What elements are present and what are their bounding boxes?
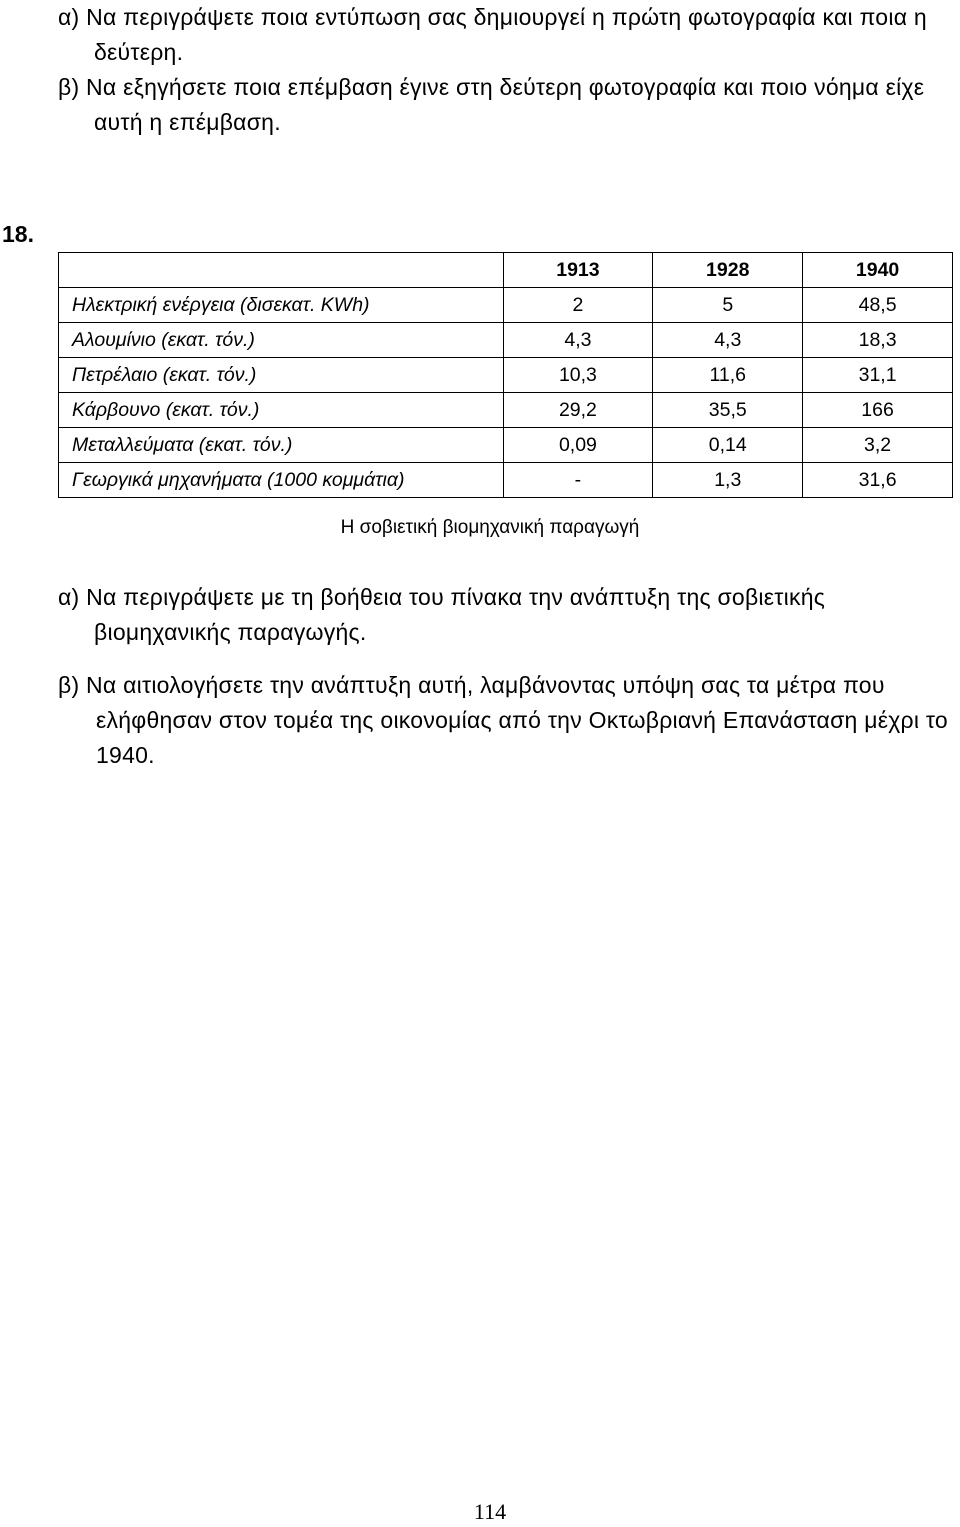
table-header-corner — [59, 253, 504, 288]
cell-value: 5 — [653, 288, 803, 323]
table-header-year: 1940 — [803, 253, 953, 288]
cell-value: 2 — [503, 288, 653, 323]
production-table — [58, 252, 953, 498]
cell-value: 31,6 — [803, 463, 953, 498]
table-header-year: 1928 — [653, 253, 803, 288]
cell-value: 4,3 — [503, 323, 653, 358]
cell-value: 29,2 — [503, 393, 653, 428]
row-label: Μεταλλεύματα (εκατ. τόν.) — [59, 428, 504, 463]
table-header-year: 1913 — [503, 253, 653, 288]
cell-value: 4,3 — [653, 323, 803, 358]
row-label: Αλουμίνιο (εκατ. τόν.) — [59, 323, 504, 358]
row-label: Πετρέλαιο (εκατ. τόν.) — [59, 358, 504, 393]
table-row — [59, 428, 953, 463]
table-row — [59, 463, 953, 498]
row-label: Κάρβουνο (εκατ. τόν.) — [59, 393, 504, 428]
cell-value: 0,09 — [503, 428, 653, 463]
question-a — [58, 580, 958, 650]
question-number: 18. — [2, 221, 34, 247]
cell-value: 31,1 — [803, 358, 953, 393]
cell-value: 48,5 — [803, 288, 953, 323]
cell-value: 10,3 — [503, 358, 653, 393]
cell-value: 35,5 — [653, 393, 803, 428]
table-row — [59, 288, 953, 323]
cell-value: 18,3 — [803, 323, 953, 358]
table-row — [59, 323, 953, 358]
cell-value: - — [503, 463, 653, 498]
table-row — [59, 358, 953, 393]
page-number: 114 — [473, 1499, 507, 1524]
cell-value: 166 — [803, 393, 953, 428]
cell-value: 1,3 — [653, 463, 803, 498]
row-label: Ηλεκτρική ενέργεια (δισεκατ. KWh) — [59, 288, 504, 323]
table-caption: Η σοβιετική βιομηχανική παραγωγή — [340, 517, 640, 538]
question-a-text: α) Να περιγράψετε με τη βοήθεια του πίνακα την ανάπτυξη της σοβιετικής βιομηχανικής παραγωγής. — [58, 584, 826, 645]
cell-value: 0,14 — [653, 428, 803, 463]
cell-value: 11,6 — [653, 358, 803, 393]
question-b-text: β) Να αιτιολογήσετε την ανάπτυξη αυτή, λαμβάνοντας υπόψη σας τα μέτρα που ελήφθησαν στον τομέα της οικονομίας από την Οκτωβριανή Επανάσταση μέχρι το 1940. — [58, 672, 948, 768]
intro-question-a: α) Να περιγράψετε ποια εντύπωση σας δημιουργεί η πρώτη φωτογραφία και ποια η δεύτερη. — [58, 4, 927, 65]
row-label: Γεωργικά μηχανήματα (1000 κομμάτια) — [59, 463, 504, 498]
cell-value: 3,2 — [803, 428, 953, 463]
intro-question-b: β) Να εξηγήσετε ποια επέμβαση έγινε στη δεύτερη φωτογραφία και ποιο νόημα είχε αυτή η επέμβαση. — [58, 74, 925, 135]
table-row — [59, 393, 953, 428]
table-header-row — [59, 253, 953, 288]
intro-questions — [58, 0, 958, 140]
question-b — [58, 668, 958, 773]
